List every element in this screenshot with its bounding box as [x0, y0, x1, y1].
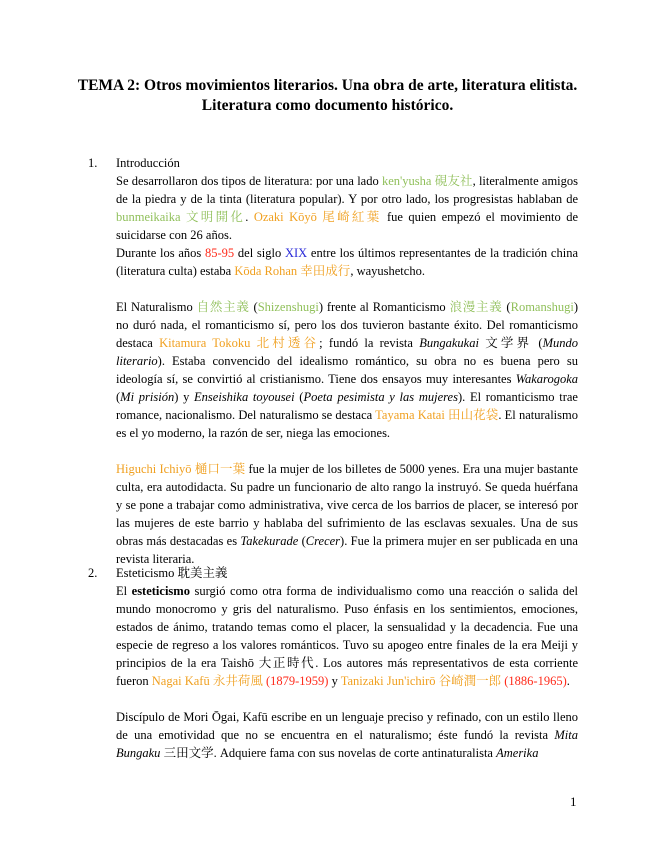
dates-1879-1959: (1879-1959): [265, 674, 329, 688]
naturalismo-paragraph: El Naturalismo 自然主義 (Shizenshugi) frente al Romanticismo 浪漫主義 (Romanshugi) no duró nada, el romanticismo sí, pero los dos tuvieron bastante éxito. Del romanticismo destaca Kitamura Tokoku 北村透谷; fundó la revista Bungakukai 文学界 (Mundo literario). Estaba convencido del idealismo romántico, su obra no es buena pero su ideología sí, se convirtió al cristianismo. Tiene dos ensayos muy interesantes Wakarogoka (Mi prisión) y Enseishika toyousei (Poeta pesimista y las mujeres). El romanticismo trae romance, nacionalismo. Del naturalismo se destaca Tayama Katai 田山花袋. El naturalismo es el yo moderno, la razón de ser, niega las emociones.: [116, 300, 579, 440]
term-kenyusha: ken'yusha 硯友社: [381, 174, 473, 188]
title-mundo-literario: Mundo literario: [116, 336, 579, 368]
title-wakarogoka: Wakarogoka: [515, 372, 578, 386]
section-number: 2.: [88, 566, 98, 580]
author-higuchi-ichiyo: Higuchi Ichiyō 樋口一葉: [116, 462, 246, 476]
intro-paragraph-2: Durante los años 85-95 del siglo XIX entre los últimos representantes de la tradición china (literatura culta) estaba Kōda Rohan 幸田成行, wayushetcho.: [116, 246, 578, 278]
term-romanshugi-kanji: 浪漫主義: [449, 300, 503, 314]
section-heading: Introducción: [116, 156, 180, 170]
title-bungakukai: Bungakukai: [419, 336, 479, 350]
section-esteticismo: [88, 564, 578, 762]
term-romanshugi: Romanshugi: [510, 300, 574, 314]
century-xix: XIX: [284, 246, 308, 260]
author-nagai-kafu: Nagai Kafū 永井荷風: [151, 674, 263, 688]
date-85-95: 85-95: [204, 246, 235, 260]
esteticismo-paragraph-1: El esteticismo surgió como otra forma de individualismo como una reacción o salida del mundo monocromo y gris del naturalismo. Puso énfasis en los sentimientos, emociones, estados de ánimo, tratando temas como el placer, la sensualidad y la decadencia. Fue una especie de regreso a los valores románticos. Tuvo su apogeo entre finales de la era Meiji y principios de la era Taishō 大正時代. Los autores más representativos de esta corriente fueron Nagai Kafū 永井荷風 (1879-1959) y Tanizaki Jun'ichirō 谷崎潤一郎 (1886-1965).: [116, 584, 578, 688]
author-tanizaki: Tanizaki Jun'ichirō 谷崎潤一郎: [340, 674, 502, 688]
title-line-2: Literatura como documento histórico.: [201, 97, 454, 114]
title-mita-bungaku: Mita Bungaku: [116, 728, 578, 760]
author-ozaki-koyo: Ozaki Kōyō 尾崎紅葉: [253, 210, 382, 224]
author-koda-rohan: Kōda Rohan 幸田成行: [234, 264, 351, 278]
title-line-1: TEMA 2: Otros movimientos literarios. Una obra de arte, literatura elitista.: [77, 77, 578, 94]
term-shizenshugi-kanji: 自然主義: [196, 300, 250, 314]
section-introduccion: [88, 154, 578, 568]
section-heading: Esteticismo 耽美主義: [116, 566, 228, 580]
term-shizenshugi: Shizenshugi: [257, 300, 319, 314]
title-takekurade: Takekurade: [240, 534, 299, 548]
title-enseishika-toyousei: Enseishika toyousei: [194, 390, 295, 404]
intro-paragraph-1: Se desarrollaron dos tipos de literatura: por una lado ken'yusha 硯友社, literalmente amigos de la piedra y de la tinta (literatura popular). Y por otro lado, los progresistas hablaban de bunmeikaika 文明開化. Ozaki Kōyō 尾崎紅葉 fue quien empezó el movimiento de suicidarse con 26 años.: [116, 174, 579, 242]
author-kitamura-tokoku: Kitamura Tokoku 北村透谷: [159, 336, 320, 350]
higuchi-paragraph: Higuchi Ichiyō 樋口一葉 fue la mujer de los billetes de 5000 yenes. Era una mujer bastante culta, era autodidacta. Su padre un funcionario de alto rango la instruyó. Se queda huérfana y se pone a trabajar como administrativa, vive cerca de los barrios de placer, se interesó por las mujeres de este barrio y hablaba del sufrimiento de las esclavas sexuales. Una de sus obras más destacadas es Takekurade (Crecer). Fue la primera mujer en ser publicada en una revista literaria.: [116, 462, 578, 566]
title-mi-prision: Mi prisión: [120, 390, 175, 404]
title-amerika: Amerika: [496, 746, 539, 760]
section-number: 1.: [88, 156, 98, 170]
esteticismo-paragraph-2: Discípulo de Mori Ōgai, Kafū escribe en un lenguaje preciso y refinado, con un estilo lleno de una emotividad que no se encuentra en el naturalismo; éste fundó la revista Mita Bungaku 三田文学. Adquiere fama con sus novelas de corte antinaturalista Amerika: [116, 710, 578, 760]
dates-1886-1965: (1886-1965): [504, 674, 567, 688]
term-esteticismo: esteticismo: [131, 584, 190, 598]
page-number: 1: [570, 794, 577, 809]
title-crecer: Crecer: [305, 534, 341, 548]
author-tayama-katai: Tayama Katai 田山花袋: [375, 408, 499, 422]
term-bunmeikaika: bunmeikaika 文明開化: [116, 210, 246, 224]
document-title: [60, 76, 595, 116]
title-poeta-pesimista: Poeta pesimista y las mujeres: [303, 390, 458, 404]
